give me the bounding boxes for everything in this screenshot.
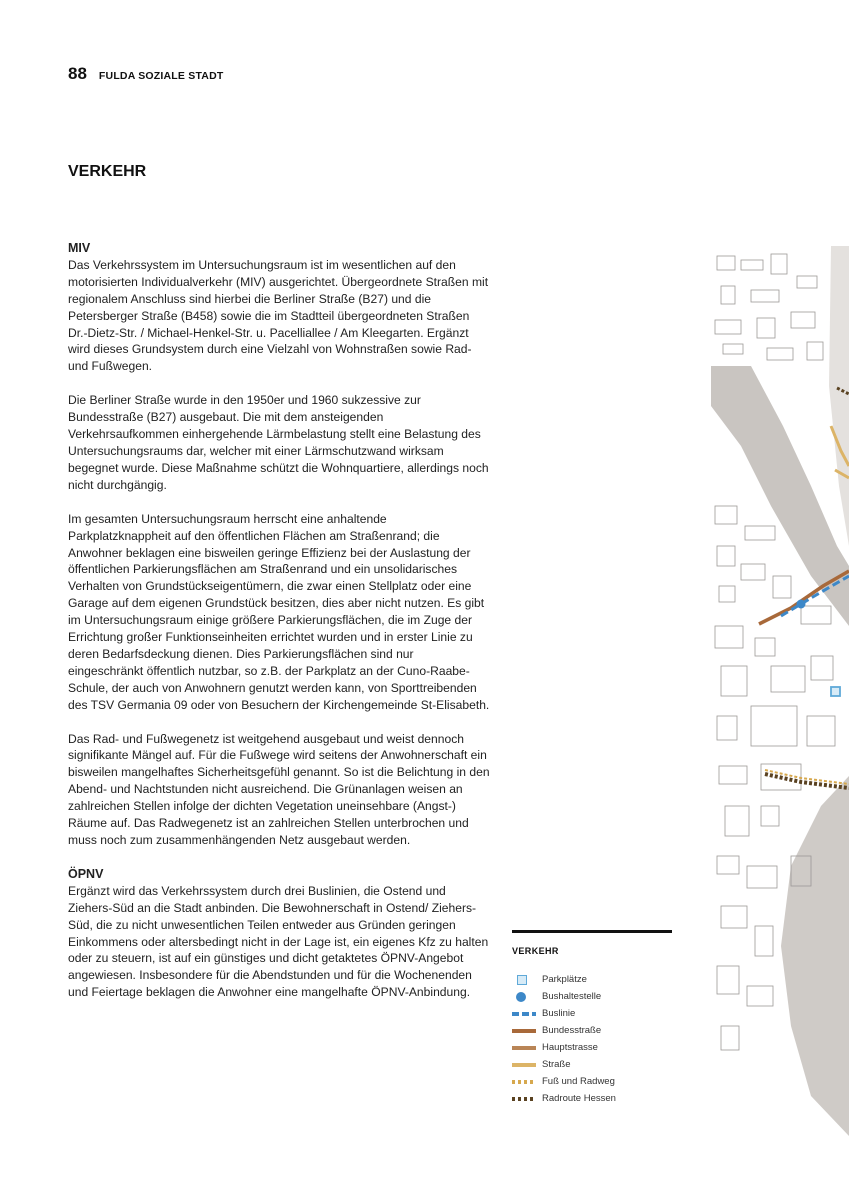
legend-item-strasse <box>512 1056 672 1073</box>
miv-paragraph-4: Das Rad- und Fußwegenetz ist weitgehend ausgebaut und weist dennoch signifikante Mängel auf. Für die Fußwege wird seitens der Anwohnerschaft ein bisweilen mangelhaftes Sicherheitsgefühl genannt. So ist die Belichtung in den Abend- und Nachtstunden nicht ausreichend. Die Grünanlagen weisen an zahlreichen Stellen infolge der dichten Vegetation uneinsehbare (Angst-) Räume auf. Das Radwegenetz ist an zahlreichen Stellen unterbrochen und muss noch zum zusammenhängenden Netz ausgebaut werden. <box>68 731 490 847</box>
map-radroute-2 <box>765 774 849 788</box>
legend-item-radroute-hessen <box>512 1090 672 1107</box>
solid-line-icon <box>512 1042 536 1053</box>
legend-label: Bushaltestelle <box>542 991 602 1002</box>
legend-item-parkplaetze <box>512 971 672 988</box>
map-legend <box>512 930 672 1107</box>
oepnv-paragraph-1: Ergänzt wird das Verkehrssystem durch drei Buslinien, die Ostend und Ziehers-Süd an die Stadt anbinden. Die Bewohnerschaft in Ostend/ Ziehers-Süd, die zu nicht unwesentlichen Teilen entweder aus Gründen geringen Einkommens oder altersbedingt nicht in der Lage ist, ein eigenes Kfz zu halten oder zu steuern, ist auf ein günstiges und dicht getaktetes ÖPNV-Angebot angewiesen. Insbesondere für die Abendstunden und für die Wochenenden und Feiertage beklagen die Anwohner eine mangelhafte ÖPNV-Anbindung. <box>68 883 489 1000</box>
page-number: 88 <box>68 64 87 83</box>
solid-line-icon <box>512 1059 536 1070</box>
legend-label: Hauptstrasse <box>542 1042 598 1053</box>
solid-line-icon <box>512 1025 536 1036</box>
legend-item-bushaltestelle <box>512 988 672 1005</box>
legend-label: Bundesstraße <box>542 1025 602 1036</box>
legend-label: Radroute Hessen <box>542 1093 616 1104</box>
miv-paragraph-3: Im gesamten Untersuchungsraum herrscht eine anhaltende Parkplatzknappheit auf den öffentlichen Flächen am Straßenrand; die Anwohner beklagen eine bisweilen geringe Effizienz bei der Auslastung der öffentlichen Parkierungsflächen am Straßenrand und ein unsolidarisches Verhalten von Grundstückseigentümern, die zwar einen Stellplatz oder eine Garage auf dem eigenen Grundstück besitzen, dies aber nicht nutzen. Es gibt im Untersuchungsraum einige größere Parkierungsflächen, die im Zuge der Errichtung großer Funktionseinheiten errichtet wurden und in erster Linie zu deren Bedarfsdeckung dienen. Dies Parkierungsflächen sind nur eingeschränkt öffentlich nutzbar, so z.B. der Parkplatz an der Cuno-Raabe-Schule, der auch von Anwohnern genutzt werden kann, von Sporttreibenden des TSV Germania 09 oder von Besuchern der Kirchengemeinde St-Elisabeth. <box>68 511 490 712</box>
legend-title: VERKEHR <box>512 946 559 956</box>
traffic-map <box>711 246 849 1136</box>
legend-item-hauptstrasse <box>512 1039 672 1056</box>
parking-square-icon <box>512 974 536 985</box>
legend-label: Fuß und Radweg <box>542 1076 615 1087</box>
legend-label: Parkplätze <box>542 974 587 985</box>
bus-stop-dot-icon <box>512 991 536 1002</box>
oepnv-heading: ÖPNV <box>68 866 104 881</box>
legend-item-bundesstrasse <box>512 1022 672 1039</box>
legend-label: Buslinie <box>542 1008 576 1019</box>
dashed-line-icon <box>512 1076 536 1087</box>
legend-list <box>512 971 672 1107</box>
dashed-line-icon <box>512 1093 536 1104</box>
map-parking-marker <box>831 687 840 696</box>
page-header <box>68 64 223 84</box>
miv-paragraph-2: Die Berliner Straße wurde in den 1950er und 1960 sukzessive zur Bundesstraße (B27) ausgebaut. Die mit dem ansteigenden Verkehrsaufkommen einhergehende Lärmbelastung stellt eine Belastung des Untersuchungsraums dar, welcher mit einer Lärmschutzwand wirksam begegnet wurde. Diese Maßnahme schützt die Wohnquartiere, allerdings noch nicht durchgängig. <box>68 393 489 492</box>
map-corridor-area <box>829 246 849 546</box>
miv-paragraph-1: Das Verkehrssystem im Untersuchungsraum ist im wesentlichen auf den motorisierten Individualverkehr (MIV) ausgerichtet. Übergeordnete Straßen mit regionalem Anschluss sind hierbei die Berliner Straße (B27) und die Petersberger Straße (B458) sowie die im Stadtteil übergeordneten Straßen Dr.-Dietz-Str. / Michael-Henkel-Str. u. Pacelliallee / Am Kleegarten. Ergänzt wird dieses Grundsystem durch eine Vielzahl von Wohnstraßen sowie Rad- und Fußwegen. <box>68 257 489 374</box>
dashed-line-icon <box>512 1008 536 1019</box>
legend-item-fuss-radweg <box>512 1073 672 1090</box>
map-road-area <box>781 776 849 1136</box>
miv-heading: MIV <box>68 241 91 255</box>
section-title: VERKEHR <box>68 163 147 180</box>
legend-label: Straße <box>542 1059 571 1070</box>
map-bus-stop <box>797 600 806 609</box>
legend-item-buslinie <box>512 1005 672 1022</box>
publication-title: FULDA SOZIALE STADT <box>98 70 224 82</box>
legend-rule <box>512 930 672 933</box>
body-text <box>68 240 492 1001</box>
